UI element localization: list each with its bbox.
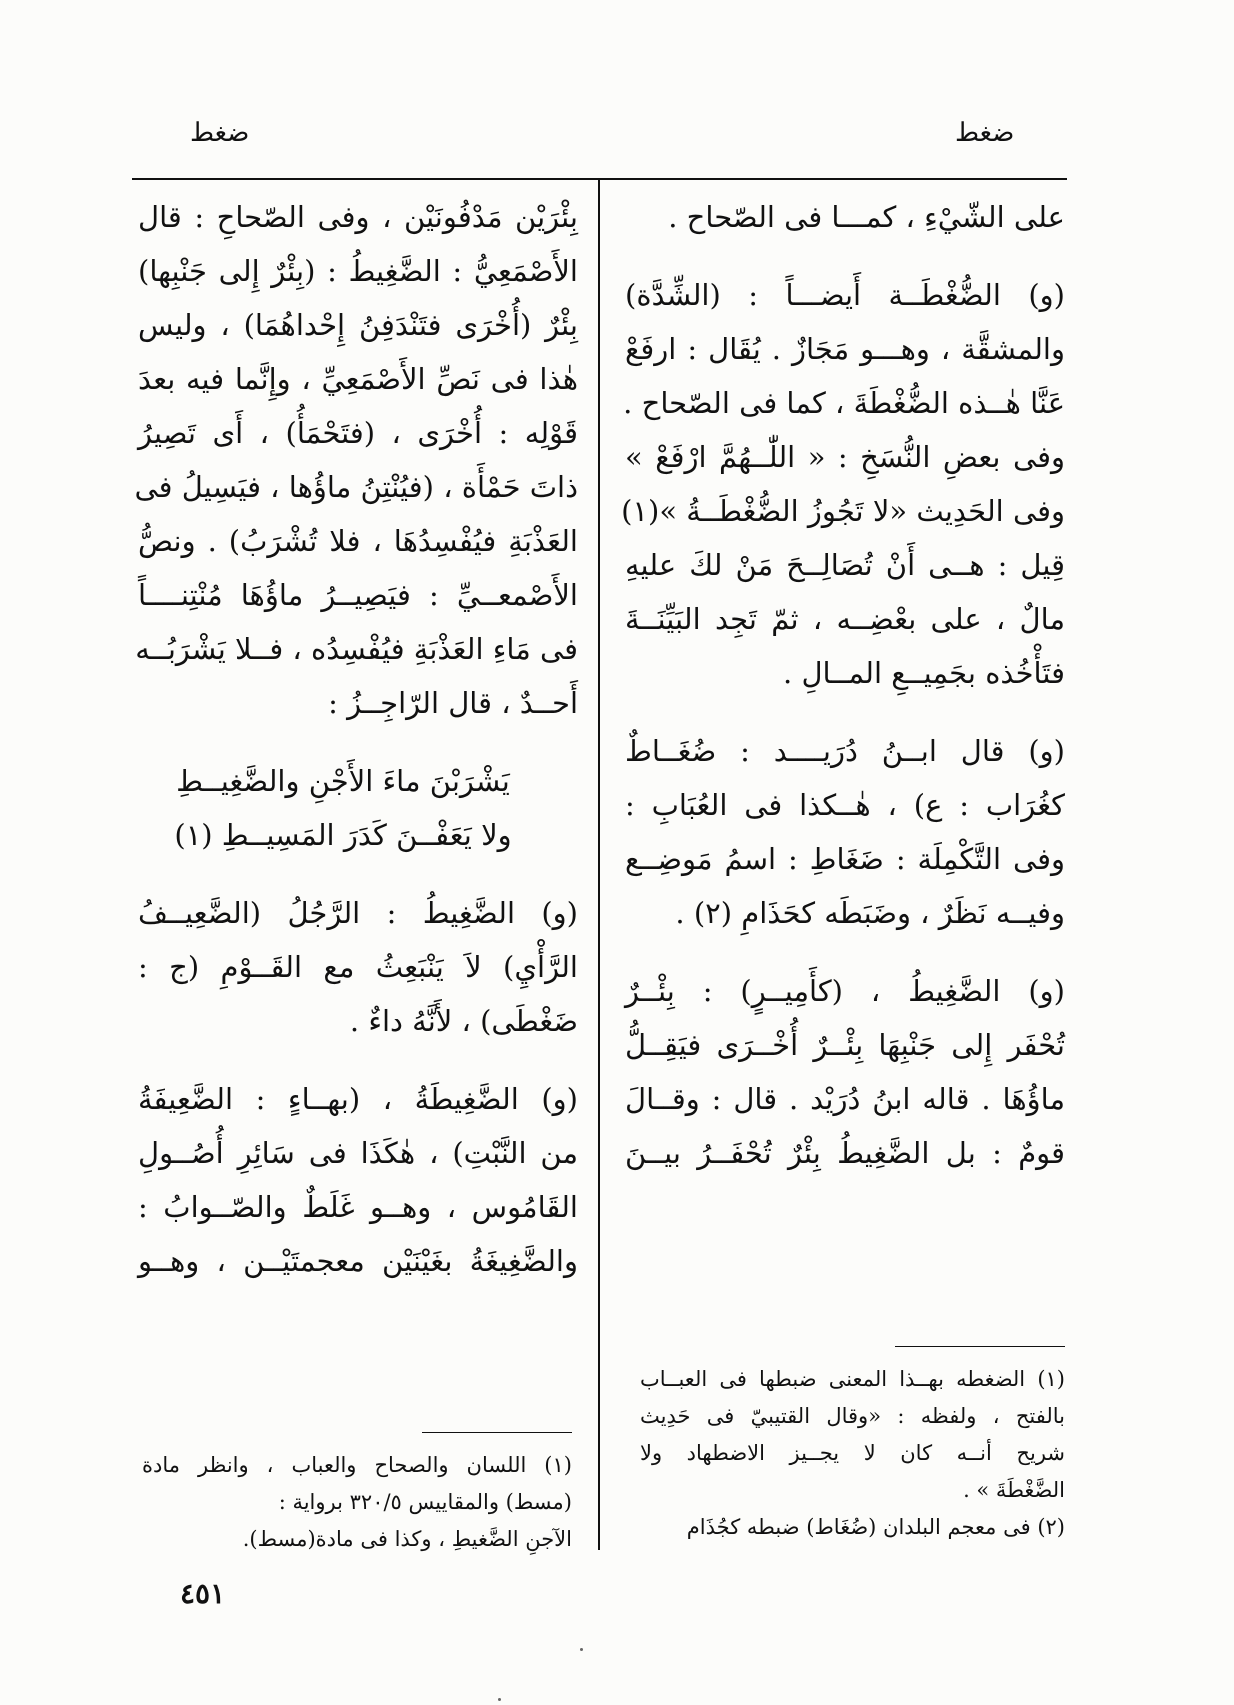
entry: [625, 190, 1065, 244]
footnote-line: الضَّغْطَةَ » .: [963, 1478, 1065, 1502]
text-line: (و) الضُّغْطَــة أَيضـــاً : (الشِّدَّة): [625, 278, 1065, 312]
text-line: هٰذا فى نَصِّ الأَصْمَعِيِّ ، وإِنَّما فيه بعدَ: [138, 362, 578, 396]
running-header-left: ضغط: [190, 118, 250, 148]
page-number: ٤٥١: [180, 1577, 226, 1610]
text-line: القَامُوس ، وهــو غَلَطٌ والصّــوابُ :: [138, 1190, 578, 1224]
footnotes-left: [142, 1426, 572, 1558]
footnote-line: الآجنِ الضَّغيطِ ، وكذا فى مادة(مسط).: [242, 1527, 572, 1551]
verse-line: يَشْرَبْنَ ماءَ الأَجْنِ والضَّغِيــطِ: [176, 764, 510, 798]
text-line: فى مَاءِ العَذْبَةِ فيُفْسِدُه ، فــلا يَشْرَبُــه: [135, 632, 578, 666]
text-line: على الشّيْءِ ، كمـــا فى الصّحاح .: [668, 200, 1065, 234]
text-line: والمشقَّة ، وهـــو مَجَازٌ . يُقَال : ارفَعْ: [625, 332, 1065, 366]
text-line: والضَّغِيغَةُ بغَيْنَيْن معجمتَيْــن ، وهــو: [138, 1244, 578, 1278]
entry: [621, 268, 1065, 700]
text-line: عَنَّا هٰــذه الضُّغْطَةَ ، كما فى الصّحاح .: [623, 386, 1065, 420]
text-line: فتَأْخُذه بجَمِيــعِ المــالِ .: [783, 656, 1065, 690]
footnote-line: شريح أنــه كان لا يجــيز الاضطهاد ولا: [640, 1441, 1065, 1465]
right-column: [621, 190, 1065, 1204]
left-column: [134, 190, 578, 1312]
text-line: وفى الحَدِيث «لا تَجُوزُ الضُّغْطَــةُ »(١): [621, 494, 1065, 528]
text-line: (و) الضَّغِيطُ : الرَّجُلُ (الضَّعِيــفُ: [138, 896, 578, 930]
text-line: الأَصْمعــيِّ : فيَصِيــرُ ماؤُهَا مُنْتِنــــاً: [138, 578, 578, 612]
text-line: بِئْرٌ (أُخْرَى فتَنْدَفِنُ إِحْداهُمَا) ، وليس: [138, 308, 578, 342]
text-line: (و) قال ابــنُ دُرَيــــد : ضُغَــاطٌ: [625, 734, 1065, 768]
footnote-rule: [422, 1432, 572, 1433]
text-line: أَحــدٌ ، قال الرّاجِــزُ :: [328, 686, 578, 720]
print-speck: [580, 1648, 583, 1651]
footnote-line: (٢) فى معجم البلدان (ضُغَاط) ضبطه كجُذَام: [686, 1515, 1065, 1539]
text-line: بِئْرَيْن مَدْفُونَيْن ، وفى الصّحاحِ : قال: [138, 200, 578, 234]
entry: [625, 964, 1065, 1180]
footnote-line: (١) الضغطه بهــذا المعنى ضبطها فى العبــاب: [640, 1367, 1065, 1391]
verse: [138, 754, 578, 862]
print-speck: [498, 1698, 501, 1701]
entry: [138, 1072, 578, 1288]
text-line: قَوْلِه : أُخْرَى ، (فتَحْمَأُ) ، أَى تَصِيرُ: [138, 416, 578, 450]
text-line: قومٌ : بل الضَّغِيطُ بِئْرٌ تُحْفَــرُ بيــنَ: [625, 1136, 1065, 1170]
text-line: كغُرَاب : ع) ، هٰــكذا فى العُبَابِ :: [625, 788, 1065, 822]
text-line: وفى التَّكْمِلَة : ضَغَاطِ : اسمُ مَوضِــع: [625, 842, 1065, 876]
text-line: وفى بعضِ النُّسَخِ : « اللّٰــهُمَّ ارْفَعْ »: [625, 440, 1065, 474]
text-line: ضَغْطَى) ، لأَنَّهُ داءٌ .: [349, 1004, 578, 1038]
text-line: (و) الضَّغِيطَةُ ، (بهــاءٍ : الضَّعِيفَةُ: [138, 1082, 578, 1116]
text-line: ذاتَ حَمْأَة ، (فيُنْتِنُ ماؤُها ، فيَسِيلُ فى: [134, 470, 578, 504]
running-header-right: ضغط: [955, 118, 1015, 148]
entry: [134, 190, 578, 730]
footnote-line: (مسط) والمقاييس ٣٢٠/٥ برواية :: [278, 1490, 572, 1514]
text-line: تُحْفَر إِلى جَنْبِهَا بِئْــرٌ أُخْــرَى فيَقِــلُّ: [625, 1028, 1065, 1062]
text-line: العَذْبَةِ فيُفْسِدُهَا ، فلا تُشْرَبُ) . ونصُّ: [138, 524, 578, 558]
footnote-line: بالفتح ، ولفظه : «وقال القتيبيّ فى حَدِيث: [640, 1404, 1065, 1428]
text-line: وفيــه نَظَرٌ ، وضَبَطَه كحَذَامِ (٢) .: [675, 896, 1065, 930]
text-line: ماؤُهَا . قاله ابنُ دُرَيْد . قال : وقــالَ: [625, 1082, 1065, 1116]
column-divider: [598, 180, 600, 1550]
entry: [138, 886, 578, 1048]
text-line: قِيل : هــى أَنْ تُصَالِــحَ مَنْ لكَ عليهِ: [625, 548, 1065, 582]
text-line: الأَصْمَعِيُّ : الضَّغِيطُ : (بِئْرٌ إِلى جَنْبِها): [138, 254, 578, 288]
footnote-rule: [895, 1346, 1065, 1347]
text-line: مالٌ ، على بعْضِــه ، ثمّ تَجِد البَيِّنَــةَ: [625, 602, 1065, 636]
text-line: من النَّبْتِ) ، هٰكَذَا فى سَائِرِ أُصُــولِ: [138, 1136, 578, 1170]
text-line: الرَّأْيِ) لاَ يَنْبَعِثُ مع القَــوْمِ (ج :: [138, 950, 578, 984]
verse-line: ولا يَعَفْــنَ كَدَرَ المَسِيــطِ (١): [174, 818, 512, 852]
text-line: (و) الضَّغِيطُ ، (كأَمِيــرٍ) : بِئْــرٌ: [625, 974, 1065, 1008]
footnotes-right: [640, 1340, 1065, 1546]
entry: [625, 724, 1065, 940]
footnote-line: (١) اللسان والصحاح والعباب ، وانظر مادة: [142, 1453, 572, 1477]
